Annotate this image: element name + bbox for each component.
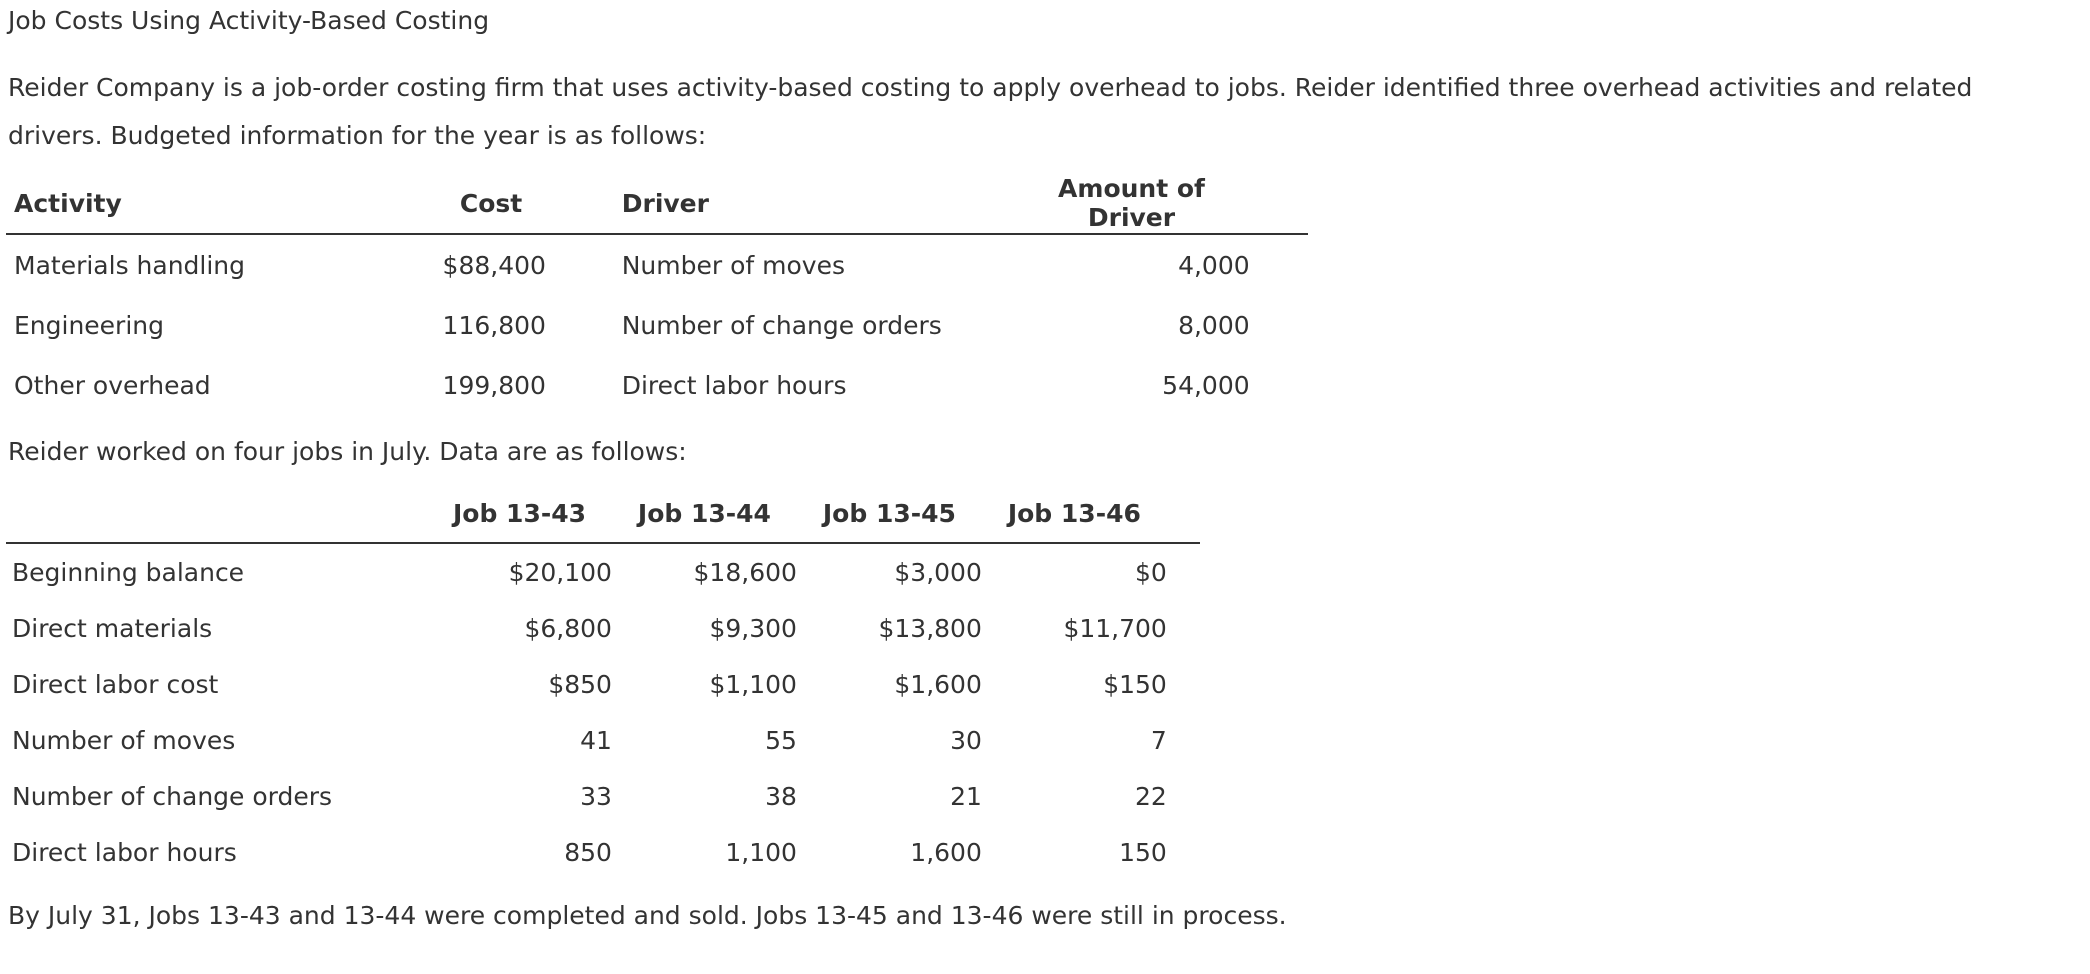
job-13-45-header: Job 13-45 [822,498,956,528]
cell-value: 30 [950,725,982,755]
row-label: Direct materials [12,613,213,643]
activity-driver: Direct labor hours [621,370,847,400]
cell-value: $0 [1135,557,1167,587]
activity-row-other-overhead [6,355,1308,415]
cell-value: $9,300 [709,613,797,643]
jobs-row-direct-labor-cost [6,656,1200,712]
activity-cost: 199,800 [442,370,546,400]
problem-title: Job Costs Using Activity-Based Costing [8,6,490,35]
cell-value: 41 [580,725,612,755]
jobs-row-direct-labor-hours [6,824,1200,880]
cell-value: 7 [1150,725,1167,755]
cell-value: $3,000 [894,557,982,587]
cell-value: $20,100 [508,557,612,587]
cell-value: 1,600 [910,837,982,867]
jobs-row-beginning-balance [6,543,1200,600]
job-13-46-header: Job 13-46 [1007,498,1141,528]
activities-header-row [6,173,1308,234]
jobs-row-number-of-change-orders [6,768,1200,824]
cell-value: $150 [1103,669,1167,699]
cell-value: 150 [1119,837,1167,867]
jobs-row-direct-materials [6,600,1200,656]
activity-driver: Number of moves [621,250,846,280]
job-13-44-header: Job 13-44 [637,498,771,528]
cell-value: $1,600 [894,669,982,699]
cell-value: $13,800 [878,613,982,643]
row-label: Direct labor cost [12,669,219,699]
activity-name: Materials handling [14,250,246,280]
cost-header: Cost [459,188,523,218]
row-label: Number of moves [12,725,236,755]
row-label: Beginning balance [12,557,245,587]
cell-value: $1,100 [709,669,797,699]
cell-value: $850 [548,669,612,699]
cell-value: $6,800 [524,613,612,643]
activity-row-materials-handling [6,234,1308,295]
activity-row-engineering [6,295,1308,355]
cell-value: 38 [765,781,797,811]
activity-driver-amount: 4,000 [1178,250,1250,280]
jobs-corner-header [6,484,427,543]
intro-paragraph: Reider Company is a job-order costing firm that uses activity-based costing to apply overhead to jobs. Reider identified three overhead activities and related drivers. Budgeted information for the year is as follows: [8,73,1973,150]
jobs-row-number-of-moves [6,712,1200,768]
activity-cost: $88,400 [442,250,546,280]
amount-of-driver-header: Amount of Driver [1058,174,1205,232]
cell-value: 22 [1135,781,1167,811]
jobs-table [6,484,1200,880]
cell-value: $18,600 [693,557,797,587]
cell-value: 33 [580,781,612,811]
row-label: Direct labor hours [12,837,237,867]
jobs-intro-paragraph: Reider worked on four jobs in July. Data are as follows: [8,437,687,466]
activity-driver-amount: 8,000 [1178,310,1250,340]
row-label: Number of change orders [12,781,333,811]
activity-header: Activity [14,188,122,218]
cell-value: $11,700 [1063,613,1167,643]
closing-paragraph: By July 31, Jobs 13-43 and 13-44 were completed and sold. Jobs 13-45 and 13-46 were still in process. [8,901,1287,930]
job-13-43-header: Job 13-43 [452,498,587,528]
activities-table [6,173,1308,415]
jobs-header-row [6,484,1200,543]
cell-value: 55 [765,725,797,755]
activity-name: Other overhead [14,370,211,400]
cell-value: 850 [564,837,612,867]
activity-driver-amount: 54,000 [1162,370,1250,400]
cell-value: 21 [950,781,982,811]
activity-cost: 116,800 [442,310,546,340]
driver-header: Driver [621,188,709,218]
activity-driver: Number of change orders [621,310,942,340]
activity-name: Engineering [14,310,164,340]
cell-value: 1,100 [725,837,797,867]
